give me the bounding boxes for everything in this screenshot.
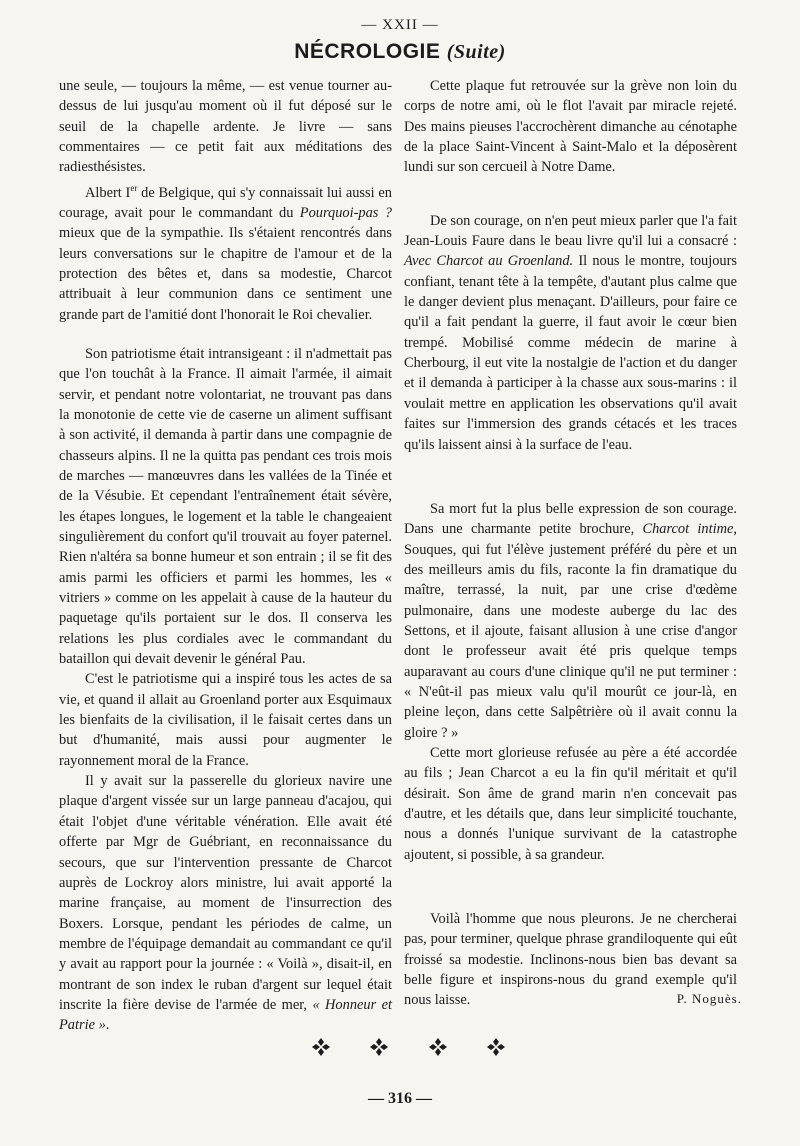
left-paragraph-5: [59, 771, 392, 1035]
left-paragraph-4: C'est le patriotisme qui a inspiré tous les actes de sa vie, et quand il allait au Groenland porter aux Esquimaux les bienfaits de la civilisation, il le faisait certes dans un but d'humanité, mais aussi pour augmenter le rayonnement moral de la France.: [59, 671, 392, 769]
fleuron-icon: [369, 1037, 389, 1057]
section-roman-numeral: — XXII —: [361, 17, 439, 33]
right-paragraph-5: Voilà l'homme que nous pleurons. Je ne chercherai pas, pour terminer, quelque phrase grandiloquente qui eût froissé sa modestie. Inclinons-nous bien bas devant sa belle figure et inspirons-nous du grand exemple qu'il nous laisse.: [404, 911, 737, 1009]
text-span: de Belgique, qui s'y connaissait lui aussi en courage, avait pour le commandant du: [59, 184, 392, 221]
text-span: Il y avait sur la passerelle du glorieux navire une plaque d'argent vissée sur un large panneau d'acajou, qui était l'objet d'une véritable vénération. Elle avait été offerte par Mgr de Guébriant, en reconnaissance du secours, que sur l'intervention pressante de Charcot auprès de Lockroy alors ministre, lui avait apporté la marine française, au moment de l'insurrection des Boxers. Lorsque, pendant les périodes de calme, un membre de l'équipage demandait au commandant ce qu'il y avait au rapport pour la journée : « Voilà », disait-il, en montrant de son index le ruban d'argent sur lequel était inscrite la fière devise de l'armée de mer,: [59, 773, 392, 1013]
title-suite: (Suite): [446, 41, 506, 63]
book-title: Avec Charcot au Groenland.: [404, 253, 574, 270]
text-span: mieux que de la sympathie. Ils s'étaient rencontrés dans leurs conversations sur le chapitre de l'amour et de la protection des bêtes et, dans sa modestie, Charcot attribuait à leur communion dans ce sentiment une grande part de l'amitié dont l'honorait le Roi chevalier.: [59, 225, 392, 323]
fleuron-icon: [311, 1037, 331, 1057]
text-span: .: [105, 1017, 110, 1034]
right-column: [404, 76, 737, 1011]
left-column: [59, 76, 392, 1036]
signature: P. Noguès.: [676, 991, 742, 1006]
ornament-row: [0, 1037, 800, 1061]
text-albert: Albert I: [85, 184, 131, 201]
fleuron-icon: [486, 1037, 506, 1057]
text-span: , Souques, qui fut l'élève justement préféré du père et un des meilleurs amis du fils, raconte la fin dramatique du maître, terrassé, la nuit, par une crise d'œdème pulmonaire, dans une modeste auberge du lac des Settons, et il ajoute, faisant allusion à une crise d'angor dont le professeur avait été pris quelque temps auparavant au cours d'une clinique qu'il ne put terminer : « N'eût-il pas mieux valu qu'il mourût ce jour-là, en pleine leçon, dans cette Salpêtrière où il avait connu la gloire ? »: [404, 521, 737, 741]
right-paragraph-2: [404, 211, 737, 455]
text-span: De son courage, on n'en peut mieux parler que l'a fait Jean-Louis Faure dans le beau livre qu'il lui a consacré :: [404, 212, 737, 250]
ship-name: Pourquoi-pas ?: [299, 204, 392, 221]
text-span: Il nous le montre, toujours confiant, tenant tête à la tempête, d'autant plus calme que le danger devient plus menaçant. D'ailleurs, pour faire ce qu'il a fait pendant la guerre, il faut avoir le cœur bien trempé. Mobilisé comme médecin de marine à Cherbourg, il eut vite la nostalgie de l'action et du danger et il demanda à participer à la chasse aux sous-marins : il voulait mettre en application les observations qu'il avait faites sur l'immersion des grands cétacés et les traces qu'ils laissent ainsi à la surface de l'eau.: [404, 253, 737, 453]
left-paragraph-2: [59, 178, 392, 325]
fleuron-icon: [428, 1037, 448, 1057]
right-paragraph-1: Cette plaque fut retrouvée sur la grève non loin du corps de notre ami, où le flot l'avait par miracle rejeté. Des mains pieuses l'accrochèrent dimanche au cénotaphe de la place Saint-Vincent à Saint-Malo et la déposèrent lundi sur son cercueil à Notre Dame.: [404, 78, 737, 176]
left-paragraph-3: Son patriotisme était intransigeant : il n'admettait pas que l'on touchât à la France. Il aimait l'armée, il aimait servir, et pendant notre volontariat, ne trouvant pas dans la monotonie de cette vie de caserne un aliment suffisant à son activité, il demanda à partir dans une compagnie de chasseurs alpins. Il ne la quitta pas pendant ces trois mois de marches — manœuvres dans les vallées de la Tinée et de la Vésubie. Et cependant l'entraînement était sévère, les étapes longues, le logement et la table le changeaient singulièrement du confort qu'il trouvait au foyer paternel. Rien n'altéra sa bonne humeur et son entrain ; il se fit des amis parmi les officiers et parmi les hommes, les « vitriers » comme on les appelait à cause de la hauteur du paquetage qu'ils portaient sur le dos. Il conserva les relations les plus cordiales avec le commandant du bataillon qui devait devenir le général Pau.: [59, 345, 392, 668]
title-text: NÉCROLOGIE: [294, 40, 441, 63]
left-paragraph-1: une seule, — toujours la même, — est venue tourner au-dessus de lui jusqu'au moment où il fut déposé sur le seuil de la chapelle ardente. Je livre — sans commentaires — ce petit fait aux méditations des radiesthésistes.: [59, 78, 392, 176]
brochure-title: Charcot intime: [642, 521, 734, 538]
text-span: Sa mort fut la plus belle expression de son courage. Dans une charmante petite brochure,: [404, 500, 737, 538]
page-number: — 316 —: [368, 1090, 432, 1107]
right-paragraph-4: Cette mort glorieuse refusée au père a été accordée au fils ; Jean Charcot a eu la fin qu'il méritait et qu'il désirait. Son âme de grand marin n'en concevait pas d'autre, et les détails que, dans leur simplicité touchante, nous a donnés l'unique survivant de la catastrophe ajoutent, si possible, à sa grandeur.: [404, 744, 737, 863]
right-paragraph-3: [404, 499, 737, 743]
superscript-er: er: [130, 182, 138, 193]
motto: « Honneur et Patrie »: [59, 996, 392, 1034]
page-title: [0, 40, 800, 64]
